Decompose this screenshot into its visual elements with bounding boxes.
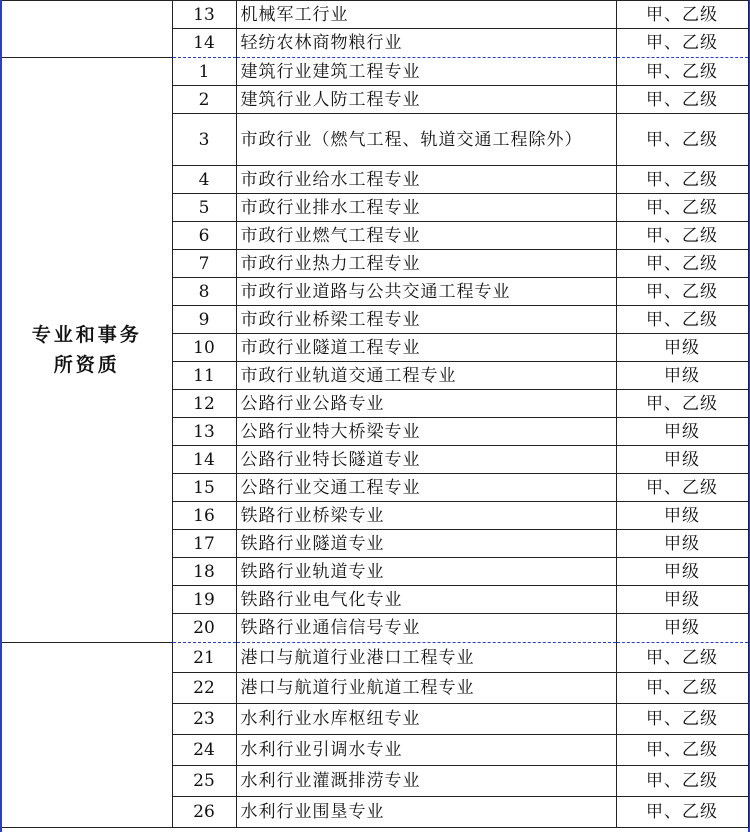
category-line-1: 专业和事务 — [31, 324, 142, 346]
row-number: 18 — [172, 558, 236, 586]
row-number: 1 — [172, 58, 236, 86]
row-grade: 甲、乙级 — [616, 390, 748, 418]
row-name: 水利行业灌溉排涝专业 — [236, 766, 616, 797]
table-row — [2, 643, 748, 673]
row-number: 3 — [172, 114, 236, 166]
row-number: 5 — [172, 194, 236, 222]
row-grade: 甲、乙级 — [616, 222, 748, 250]
row-name: 市政行业桥梁工程专业 — [236, 306, 616, 334]
row-name: 水利行业水库枢纽专业 — [236, 704, 616, 735]
row-grade: 甲、乙级 — [616, 29, 748, 58]
row-name: 铁路行业隧道专业 — [236, 530, 616, 558]
qualification-table — [2, 0, 749, 828]
row-number: 13 — [172, 418, 236, 446]
row-name: 市政行业给水工程专业 — [236, 166, 616, 194]
row-number: 20 — [172, 614, 236, 643]
row-number: 24 — [172, 735, 236, 766]
row-name: 公路行业特长隧道专业 — [236, 446, 616, 474]
row-number: 14 — [172, 29, 236, 58]
row-number: 22 — [172, 673, 236, 704]
row-name: 水利行业引调水专业 — [236, 735, 616, 766]
row-grade: 甲、乙级 — [616, 474, 748, 502]
row-name: 市政行业轨道交通工程专业 — [236, 362, 616, 390]
row-name: 市政行业隧道工程专业 — [236, 334, 616, 362]
row-grade: 甲、乙级 — [616, 766, 748, 797]
row-name: 铁路行业桥梁专业 — [236, 502, 616, 530]
category-line-2: 所资质 — [53, 354, 120, 376]
row-number: 10 — [172, 334, 236, 362]
row-name: 市政行业排水工程专业 — [236, 194, 616, 222]
row-name: 港口与航道行业港口工程专业 — [236, 643, 616, 673]
row-number: 16 — [172, 502, 236, 530]
row-number: 7 — [172, 250, 236, 278]
row-number: 13 — [172, 1, 236, 29]
row-grade: 甲级 — [616, 418, 748, 446]
row-number: 17 — [172, 530, 236, 558]
row-name: 水利行业围垦专业 — [236, 797, 616, 828]
row-name: 公路行业公路专业 — [236, 390, 616, 418]
row-grade: 甲、乙级 — [616, 1, 748, 29]
row-name: 铁路行业电气化专业 — [236, 586, 616, 614]
category-cell-top — [2, 1, 172, 58]
row-number: 4 — [172, 166, 236, 194]
row-grade: 甲、乙级 — [616, 735, 748, 766]
row-number: 23 — [172, 704, 236, 735]
table-row — [2, 1, 748, 29]
category-cell-bottom — [2, 643, 172, 828]
row-grade: 甲、乙级 — [616, 194, 748, 222]
row-name: 市政行业热力工程专业 — [236, 250, 616, 278]
row-grade: 甲、乙级 — [616, 86, 748, 114]
row-number: 11 — [172, 362, 236, 390]
row-grade: 甲、乙级 — [616, 704, 748, 735]
row-name: 市政行业（燃气工程、轨道交通工程除外） — [236, 114, 616, 166]
row-grade: 甲级 — [616, 362, 748, 390]
row-number: 15 — [172, 474, 236, 502]
row-grade: 甲、乙级 — [616, 643, 748, 673]
row-grade: 甲级 — [616, 586, 748, 614]
row-grade: 甲、乙级 — [616, 797, 748, 828]
row-name: 铁路行业通信信号专业 — [236, 614, 616, 643]
row-grade: 甲、乙级 — [616, 250, 748, 278]
row-name: 公路行业特大桥梁专业 — [236, 418, 616, 446]
row-grade: 甲、乙级 — [616, 673, 748, 704]
row-number: 21 — [172, 643, 236, 673]
row-name: 市政行业燃气工程专业 — [236, 222, 616, 250]
row-number: 8 — [172, 278, 236, 306]
row-number: 14 — [172, 446, 236, 474]
row-name: 机械军工行业 — [236, 1, 616, 29]
row-grade: 甲、乙级 — [616, 306, 748, 334]
row-number: 25 — [172, 766, 236, 797]
row-name: 港口与航道行业航道工程专业 — [236, 673, 616, 704]
row-grade: 甲、乙级 — [616, 114, 748, 166]
row-number: 12 — [172, 390, 236, 418]
row-grade: 甲级 — [616, 502, 748, 530]
category-cell — [2, 58, 172, 643]
row-number: 26 — [172, 797, 236, 828]
row-number: 9 — [172, 306, 236, 334]
row-name: 公路行业交通工程专业 — [236, 474, 616, 502]
row-number: 6 — [172, 222, 236, 250]
row-grade: 甲级 — [616, 614, 748, 643]
row-name: 建筑行业人防工程专业 — [236, 86, 616, 114]
row-number: 2 — [172, 86, 236, 114]
row-grade: 甲、乙级 — [616, 58, 748, 86]
row-name: 铁路行业轨道专业 — [236, 558, 616, 586]
row-grade: 甲级 — [616, 446, 748, 474]
row-grade: 甲级 — [616, 334, 748, 362]
row-number: 19 — [172, 586, 236, 614]
row-grade: 甲级 — [616, 530, 748, 558]
row-name: 轻纺农林商物粮行业 — [236, 29, 616, 58]
table-row — [2, 58, 748, 86]
row-grade: 甲、乙级 — [616, 278, 748, 306]
row-name: 市政行业道路与公共交通工程专业 — [236, 278, 616, 306]
row-grade: 甲级 — [616, 558, 748, 586]
row-name: 建筑行业建筑工程专业 — [236, 58, 616, 86]
row-grade: 甲、乙级 — [616, 166, 748, 194]
